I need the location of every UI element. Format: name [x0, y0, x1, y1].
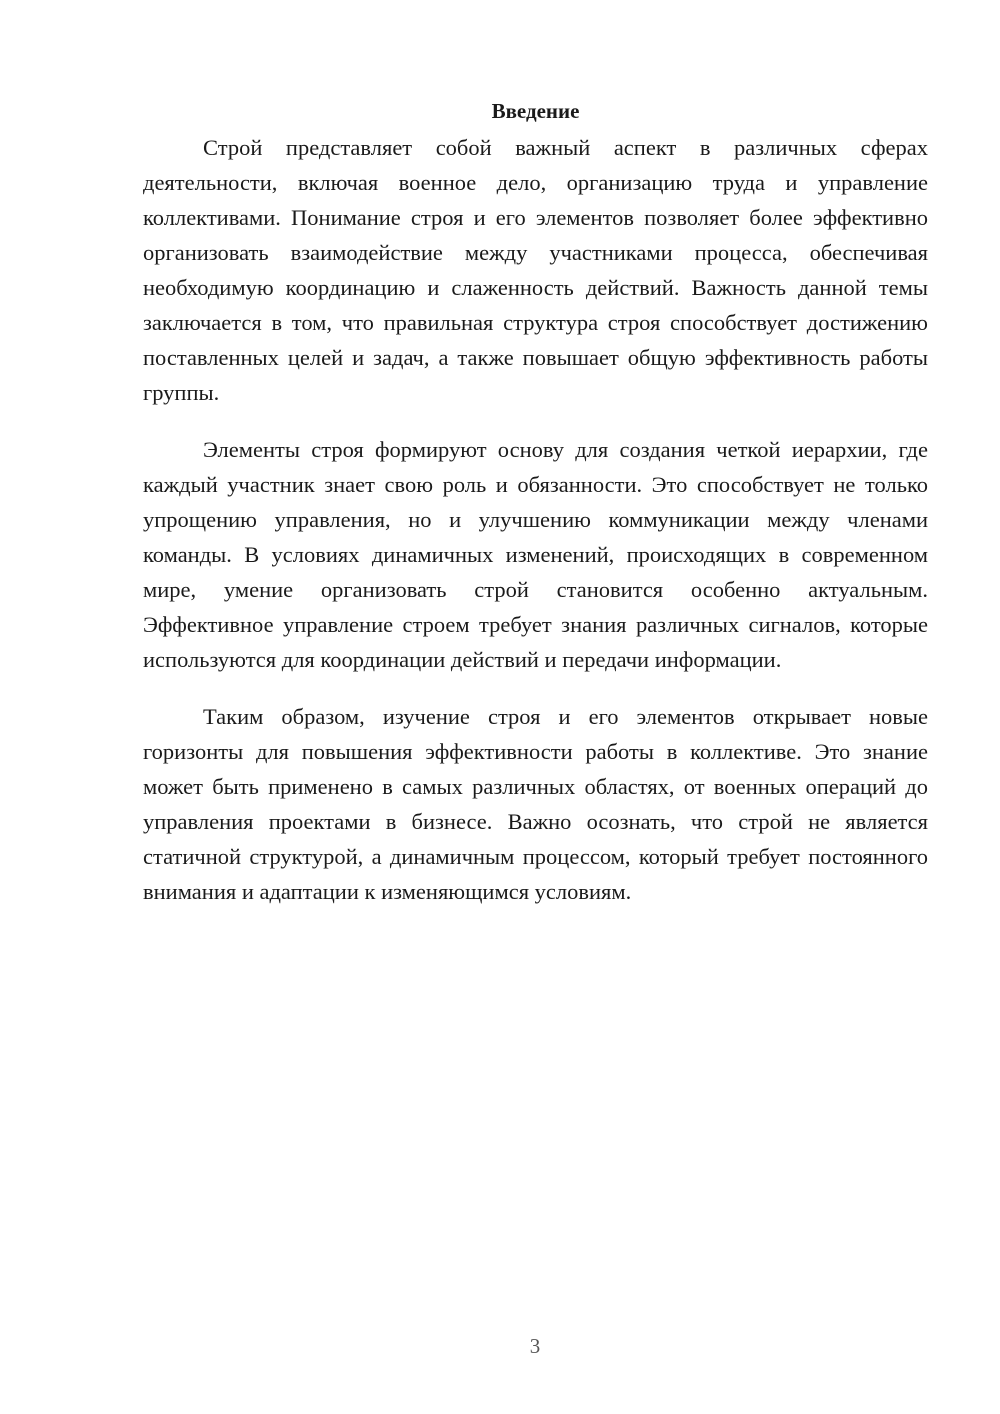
paragraph-1: Строй представляет собой важный аспект в различных сферах деятельности, включая военное дело, организацию труда и управление коллективами. Понимание строя и его элементов позволяет более эффективно организовать взаимодействие между участниками процесса, обеспечивая необходимую координацию и слаженность действий. Важность данной темы заключается в том, что правильная структура строя способствует достижению поставленных целей и задач, а также повышает общую эффективность работы группы. [143, 135, 928, 405]
page-content [143, 96, 928, 931]
section-title: Введение [491, 99, 580, 123]
paragraph-3: Таким образом, изучение строя и его элементов открывает новые горизонты для повышения эффективности работы в коллективе. Это знание может быть применено в самых различных областях, от военных операций до управления проектами в бизнесе. Важно осознать, что строй не является статичной структурой, а динамичным процессом, который требует постоянного внимания и адаптации к изменяющимся условиям. [143, 704, 928, 904]
page-number: 3 [529, 1334, 541, 1358]
paragraph-2: Элементы строя формируют основу для создания четкой иерархии, где каждый участник знает свою роль и обязанности. Это способствует не только упрощению управления, но и улучшению коммуникации между членами команды. В условиях динамичных изменений, происходящих в современном мире, умение организовать строй становится особенно актуальным. Эффективное управление строем требует знания различных сигналов, которые используются для координации действий и передачи информации. [143, 437, 928, 672]
